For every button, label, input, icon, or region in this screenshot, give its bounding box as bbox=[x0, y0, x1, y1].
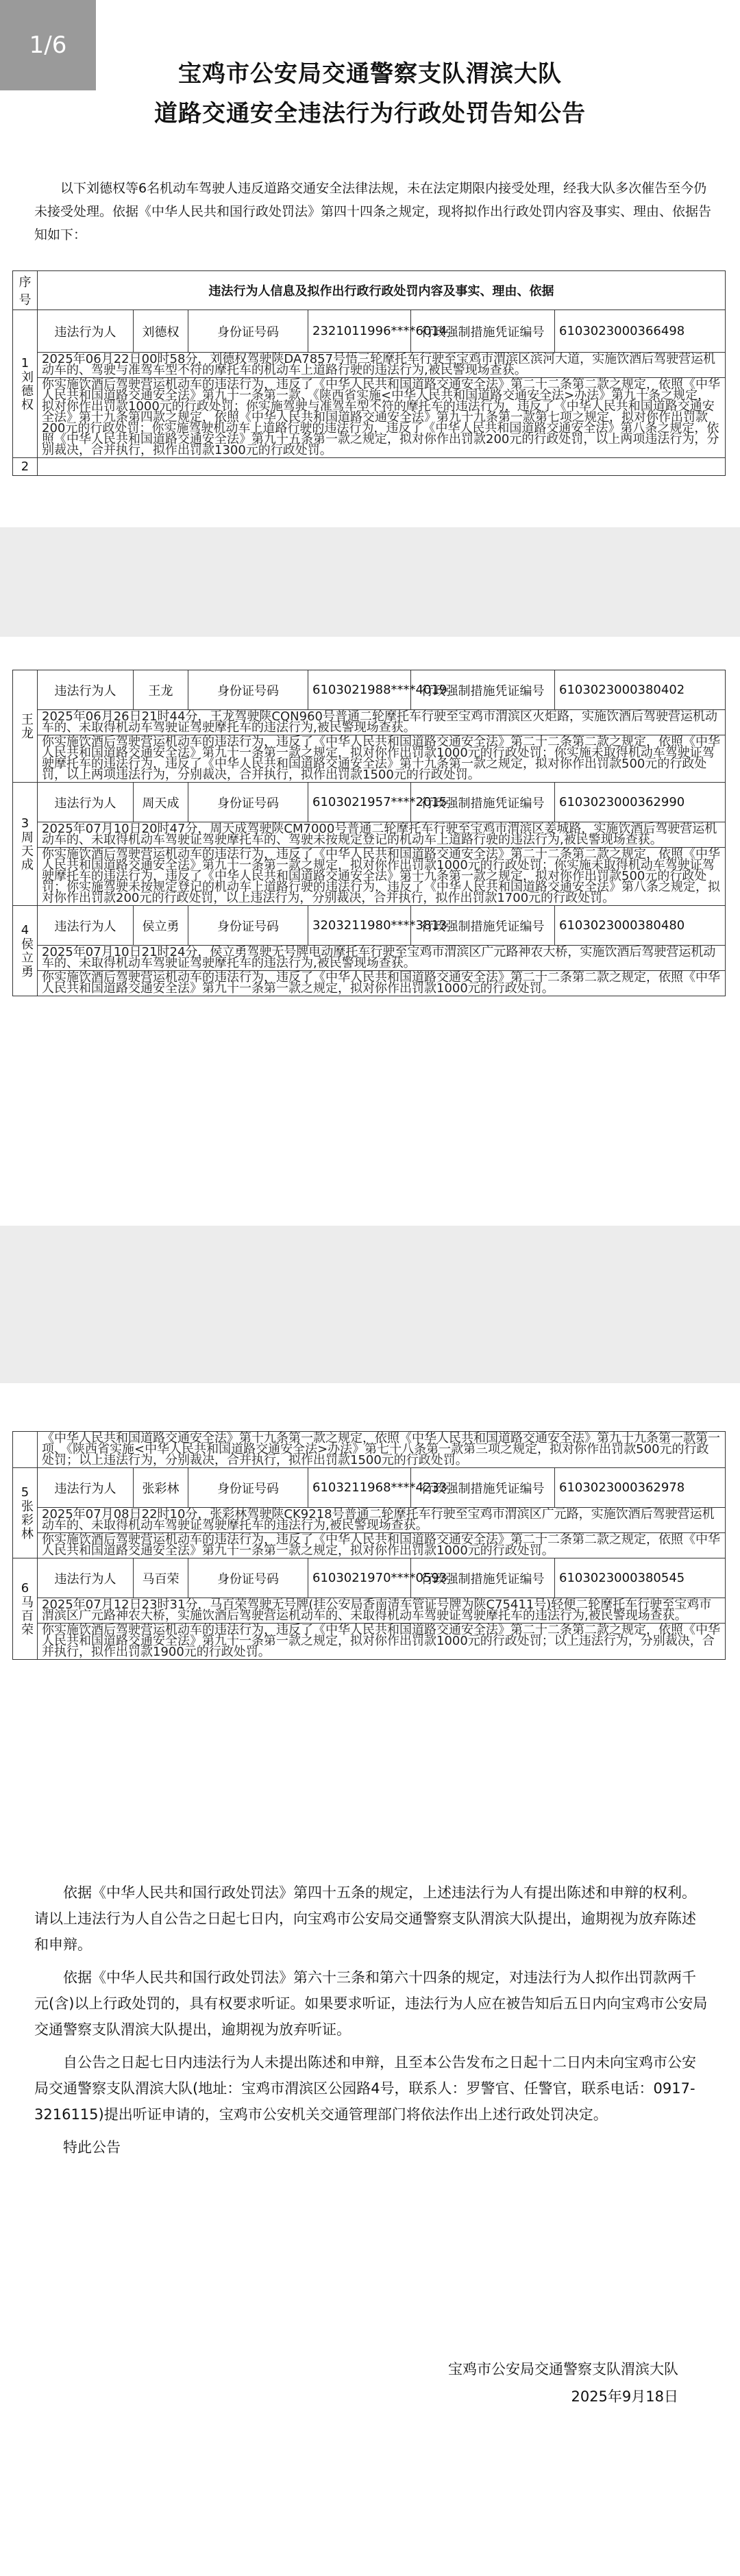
label-id: 身份证号码 bbox=[188, 1468, 308, 1508]
record-continued-cell bbox=[38, 458, 726, 476]
records-table-3 bbox=[12, 1431, 726, 1660]
label-person: 违法行为人 bbox=[38, 906, 134, 946]
signature-block bbox=[404, 2356, 678, 2410]
label-person: 违法行为人 bbox=[38, 310, 134, 353]
record-name-vertical: 王龙 bbox=[19, 712, 34, 740]
page-2 bbox=[0, 637, 740, 1226]
record-seq-cell bbox=[13, 1468, 38, 1558]
page-1 bbox=[0, 0, 740, 527]
record-doc-no: 6103023000380480 bbox=[555, 906, 726, 946]
record-fact: 2025年07月12日23时31分，马百荣驾驶无号牌(挂公安局香南清车管证号牌为陕C75411号)轻便二轮摩托车行驶至宝鸡市渭滨区广元路神农大桥，实施饮酒后驾驶营运机动车的、未取得机动车驾驶证驾驶摩托车的违法行为,被民警现场查获。 bbox=[38, 1598, 726, 1624]
title-line-2: 道路交通安全违法行为行政处罚告知公告 bbox=[154, 100, 586, 127]
record-name-vertical: 周天成 bbox=[19, 831, 34, 872]
intro-paragraph: 以下刘德权等6名机动车驾驶人违反道路交通安全法律法规，未在法定期限内接受处理，经我大队多次催告至今仍未接受处理。依据《中华人民共和国行政处罚法》第四十四条之规定，现将拟作出行政处罚内容及事实、理由、依据告知如下： bbox=[34, 181, 712, 242]
record-fact: 2025年06月22日00时58分，刘德权驾驶陕DA7857号悟三轮摩托车行驶至宝鸡市渭滨区滨河大道，实施饮酒后驾驶营运机动车的、驾驶与准驾车型不符的摩托车的机动车上道路行驶的违法行为,被民警现场查获。 bbox=[38, 353, 726, 378]
record-fact: 2025年07月10日20时47分，周天成驾驶陕CM7000号普通二轮摩托车行驶至宝鸡市渭滨区姜城路，实施饮酒后驾驶营运机动车的、未取得机动车驾驶证驾驶摩托车的、驾驶未按规定登记的机动车上道路行驶的违法行为,被民警现场查获。 bbox=[38, 822, 726, 848]
record-seq-cell bbox=[13, 1432, 38, 1468]
record-seq: 4 bbox=[21, 923, 29, 937]
record-name: 张彩林 bbox=[134, 1468, 188, 1508]
record-name-vertical: 刘德权 bbox=[19, 370, 34, 412]
record-name: 周天成 bbox=[134, 783, 188, 822]
signature-date: 2025年9月18日 bbox=[571, 2388, 678, 2405]
record-doc-no: 6103023000380545 bbox=[555, 1558, 726, 1598]
title-line-1: 宝鸡市公安局交通警察支队渭滨大队 bbox=[178, 60, 562, 88]
record-id: 6103211968****4233 bbox=[308, 1468, 411, 1508]
record-name: 马百荣 bbox=[134, 1558, 188, 1598]
record-basis: 你实施饮酒后驾驶营运机动车的违法行为，违反了《中华人民共和国道路交通安全法》第二十二条第二款之规定，依照《中华人民共和国道路交通安全法》第九十一条第一款之规定，拟对你作出罚款1000元的行政处罚；你实施未取得机动车驾驶证驾驶摩托车的违法行为，违反了《中华人民共和国道路交通安全法》第十九条第一款之规定，拟对你作出罚款500元的行政处罚；你实施驾驶未按规定登记的机动车上道路行驶的违法行为，违反了《中华人民共和国道路交通安全法》第八条之规定，拟对你作出罚款200元的行政处罚，以上违法行为，分别裁决，合并执行，拟作出罚款1700元的行政处罚。 bbox=[38, 848, 726, 906]
header-title: 违法行为人信息及拟作出行政行政处罚内容及事实、理由、依据 bbox=[38, 271, 726, 310]
label-person: 违法行为人 bbox=[38, 1558, 134, 1598]
label-person: 违法行为人 bbox=[38, 670, 134, 710]
signature-org: 宝鸡市公安局交通警察支队渭滨大队 bbox=[448, 2361, 678, 2377]
notice-paragraph: 依据《中华人民共和国行政处罚法》第四十五条的规定，上述违法行为人有提出陈述和申辩的权利。请以上违法行为人自公告之日起七日内，向宝鸡市公安局交通警察支队渭滨大队提出，逾期视为放弃陈述和申辩。 bbox=[34, 1884, 696, 1953]
record-name-vertical: 马百荣 bbox=[19, 1595, 34, 1637]
record-seq-cell bbox=[13, 906, 38, 996]
label-id: 身份证号码 bbox=[188, 1558, 308, 1598]
records-table-1 bbox=[12, 270, 726, 476]
record-seq-cell bbox=[13, 1558, 38, 1660]
records-table-2 bbox=[12, 670, 726, 996]
record-basis: 你实施饮酒后驾驶营运机动车的违法行为，违反了《中华人民共和国道路交通安全法》第二十二条第二款之规定，依照《中华人民共和国道路交通安全法》第九十一条第一款之规定，拟对你作出罚款1000元的行政处罚；你实施未取得机动车驾驶证驾驶摩托车的违法行为，违反了《中华人民共和国道路交通安全法》第十九条第一款之规定，拟对你作出罚款500元的行政处罚，以上两项违法行为，分别裁决，合并执行，拟作出罚款1500元的行政处罚。 bbox=[38, 735, 726, 783]
notice-section bbox=[34, 1880, 709, 2167]
label-id: 身份证号码 bbox=[188, 906, 308, 946]
record-seq: 5 bbox=[21, 1485, 29, 1500]
record-doc-no: 6103023000362990 bbox=[555, 783, 726, 822]
label-doc: 行政强制措施凭证编号 bbox=[411, 906, 555, 946]
record-seq: 2 bbox=[13, 458, 38, 476]
notice-closing: 特此公告 bbox=[63, 2139, 121, 2156]
label-doc: 行政强制措施凭证编号 bbox=[411, 1558, 555, 1598]
record-seq: 6 bbox=[21, 1581, 29, 1595]
label-id: 身份证号码 bbox=[188, 783, 308, 822]
label-doc: 行政强制措施凭证编号 bbox=[411, 670, 555, 710]
record-name: 王龙 bbox=[134, 670, 188, 710]
record-seq-cell bbox=[13, 670, 38, 783]
page-gap bbox=[0, 1226, 740, 1383]
record-name-vertical: 张彩林 bbox=[19, 1500, 34, 1541]
page-gap bbox=[0, 527, 740, 637]
notice-paragraph: 依据《中华人民共和国行政处罚法》第六十三条和第六十四条的规定，对违法行为人拟作出罚款两千元(含)以上行政处罚的，具有权要求听证。如果要求听证，违法行为人应在被告知后五日内向宝鸡市公安局交通警察支队渭滨大队提出，逾期视为放弃听证。 bbox=[34, 1969, 708, 2038]
record-fact: 2025年07月08日22时10分，张彩林驾驶陕CK9218号普通二轮摩托车行驶至宝鸡市渭滨区广元路，实施饮酒后驾驶营运机动车的、未取得机动车驾驶证驾驶摩托车的违法行为,被民警现场查获。 bbox=[38, 1508, 726, 1533]
label-id: 身份证号码 bbox=[188, 310, 308, 353]
page-indicator: 1/6 bbox=[0, 0, 96, 90]
record-continuation: 《中华人民共和国道路交通安全法》第十九条第一款之规定，依照《中华人民共和国道路交通安全法》第九十九条第一款第一项、《陕西省实施<中华人民共和国道路交通安全法>办法》第七十八条第一款第三项之规定，拟对你作出罚款500元的行政处罚；以上违法行为，分别裁决，合并执行，拟作出罚款1500元的行政处罚。 bbox=[38, 1432, 726, 1468]
record-basis: 你实施饮酒后驾驶营运机动车的违法行为，违反了《中华人民共和国道路交通安全法》第二十二条第二款之规定，依照《中华人民共和国道路交通安全法》第九十一条第一款之规定，拟对你作出罚款1000元的行政处罚。 bbox=[38, 1533, 726, 1558]
record-basis: 你实施饮酒后驾驶营运机动车的违法行为，违反了《中华人民共和国道路交通安全法》第二十二条第二款之规定，依照《中华人民共和国道路交通安全法》第九十一条第一款、《陕西省实施<中华人民共和国道路交通安全法>办法》第九十条之规定，拟对你作出罚款1000元的行政处罚；你实施驾驶与准驾车型不符的摩托车的违法行为，违反了《中华人民共和国道路交通安全法》第十九条第四款之规定，依照《中华人民共和国道路交通安全法》第九十九条第一款第七项之规定，拟对你作出罚款200元的行政处罚；你实施驾驶机动车上道路行驶的违法行为，违反了《中华人民共和国道路交通安全法》第八条之规定，依照《中华人民共和国道路交通安全法》第九十五条第一款之规定，拟对你作出罚款200元的行政处罚，以上两项违法行为，分别裁决，合并执行，拟作出罚款1300元的行政处罚。 bbox=[38, 378, 726, 458]
label-id: 身份证号码 bbox=[188, 670, 308, 710]
record-id: 6103021970****0593 bbox=[308, 1558, 411, 1598]
record-doc-no: 6103023000366498 bbox=[555, 310, 726, 353]
label-doc: 行政强制措施凭证编号 bbox=[411, 1468, 555, 1508]
record-basis: 你实施饮酒后驾驶营运机动车的违法行为，违反了《中华人民共和国道路交通安全法》第二十二条第二款之规定，依照《中华人民共和国道路交通安全法》第九十一条第一款之规定，拟对你作出罚款1000元的行政处罚。 bbox=[38, 971, 726, 996]
label-doc: 行政强制措施凭证编号 bbox=[411, 783, 555, 822]
record-name: 刘德权 bbox=[134, 310, 188, 353]
record-basis: 你实施饮酒后驾驶营运机动车的违法行为，违反了《中华人民共和国道路交通安全法》第二十二条第二款之规定，依照《中华人民共和国道路交通安全法》第九十一条第一款之规定，拟对你作出罚款1000元的行政处罚；以上违法行为，分别裁决，合并执行，拟作出罚款1900元的行政处罚。 bbox=[38, 1624, 726, 1660]
record-seq: 3 bbox=[21, 816, 29, 831]
page-3 bbox=[0, 1383, 740, 2576]
record-doc-no: 6103023000380402 bbox=[555, 670, 726, 710]
record-name: 侯立勇 bbox=[134, 906, 188, 946]
record-seq: 1 bbox=[21, 356, 29, 370]
label-doc: 行政强制措施凭证编号 bbox=[411, 310, 555, 353]
record-doc-no: 6103023000362978 bbox=[555, 1468, 726, 1508]
record-fact: 2025年07月10日21时24分，侯立勇驾驶无号牌电动摩托车行驶至宝鸡市渭滨区广元路神农大桥，实施饮酒后驾驶营运机动车的、未取得机动车驾驶证驾驶摩托车的违法行为,被民警现场查获。 bbox=[38, 946, 726, 971]
record-name-vertical: 侯立勇 bbox=[19, 937, 34, 978]
record-seq-cell bbox=[13, 783, 38, 906]
record-id: 3203211980****3813 bbox=[308, 906, 411, 946]
record-fact: 2025年06月26日21时44分，王龙驾驶陕CQN960号普通二轮摩托车行驶至宝鸡市渭滨区火炬路，实施饮酒后驾驶营运机动车的、未取得机动车驾驶证驾驶摩托车的违法行为,被民警现场查获。 bbox=[38, 710, 726, 735]
record-id: 2321011996****6014 bbox=[308, 310, 411, 353]
label-person: 违法行为人 bbox=[38, 1468, 134, 1508]
label-person: 违法行为人 bbox=[38, 783, 134, 822]
header-seq: 序号 bbox=[13, 271, 38, 310]
record-id: 6103021988****4019 bbox=[308, 670, 411, 710]
notice-paragraph: 自公告之日起七日内违法行为人未提出陈述和申辩，且至本公告发布之日起十二日内未向宝鸡市公安局交通警察支队渭滨大队(地址：宝鸡市渭滨区公园路4号，联系人：罗警官、任警官，联系电话：0917-3216115)提出听证申请的，宝鸡市公安机关交通管理部门将依法作出上述行政处罚决定。 bbox=[34, 2054, 696, 2123]
record-id: 6103021957****2015 bbox=[308, 783, 411, 822]
record-seq-cell bbox=[13, 310, 38, 458]
